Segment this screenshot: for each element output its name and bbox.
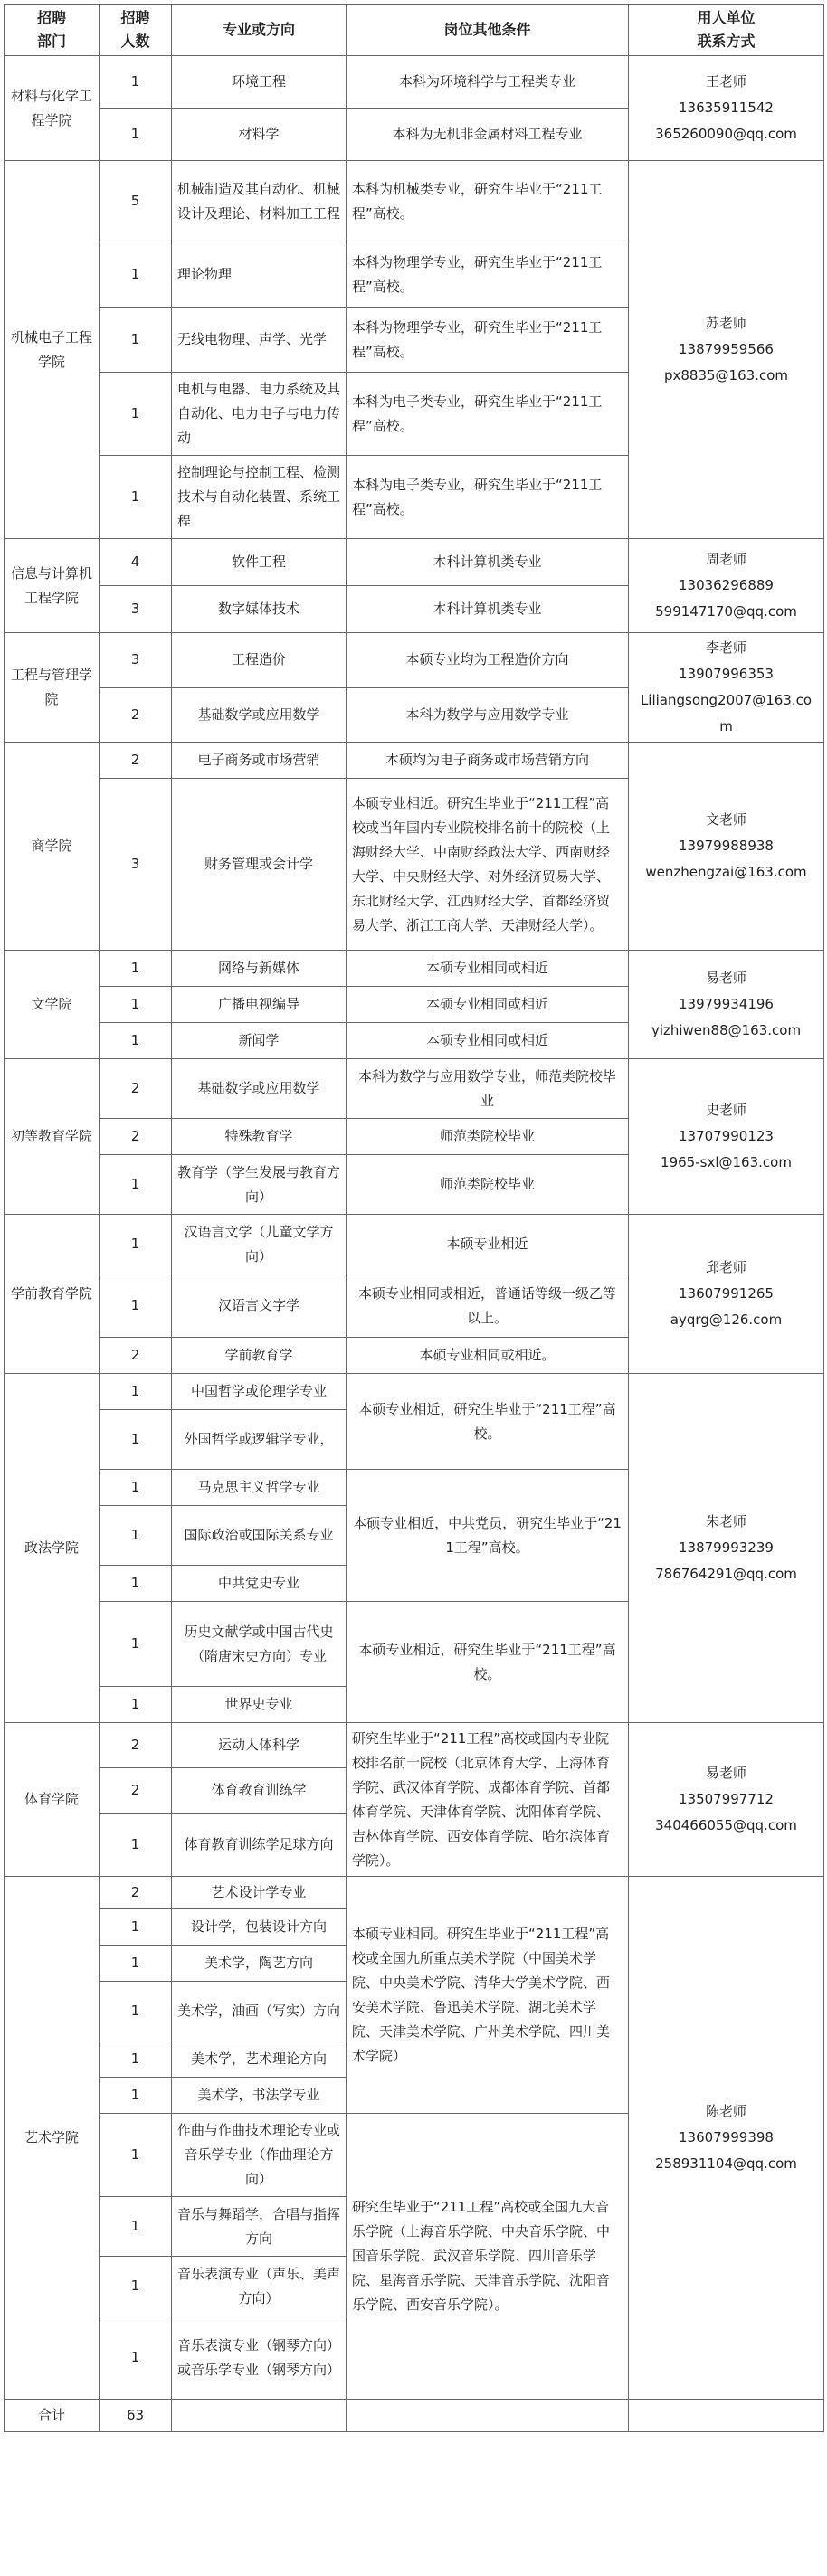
table-row xyxy=(5,1877,824,1909)
count-cell: 2 xyxy=(100,1723,172,1768)
count-cell: 1 xyxy=(100,242,172,308)
count-cell: 1 xyxy=(100,1155,172,1215)
dept-cell: 材料与化学工程学院 xyxy=(5,56,100,161)
condition-cell: 本硕专业相同或相近，普通话等级一级乙等以上。 xyxy=(347,1274,629,1338)
table-row xyxy=(5,633,824,688)
count-cell: 1 xyxy=(100,2114,172,2197)
count-cell: 1 xyxy=(100,1982,172,2041)
major-cell: 数字媒体技术 xyxy=(172,586,347,633)
empty-cell xyxy=(347,2400,629,2432)
empty-cell xyxy=(629,2400,824,2432)
empty-cell xyxy=(172,2400,347,2432)
contact-cell: 李老师 13907996353 Liliangsong2007@163.com xyxy=(629,633,824,743)
major-cell: 美术学，陶艺方向 xyxy=(172,1946,347,1982)
total-row xyxy=(5,2400,824,2432)
contact-cell: 史老师 13707990123 1965-sxl@163.com xyxy=(629,1059,824,1215)
table-row xyxy=(5,161,824,242)
major-cell: 财务管理或会计学 xyxy=(172,779,347,951)
table-row xyxy=(5,1374,824,1410)
contact-cell: 朱老师 13879993239 786764291@qq.com xyxy=(629,1374,824,1723)
major-cell: 世界史专业 xyxy=(172,1687,347,1723)
major-cell: 美术学，艺术理论方向 xyxy=(172,2041,347,2078)
major-cell: 汉语言文学（儿童文学方向） xyxy=(172,1215,347,1274)
count-cell: 1 xyxy=(100,56,172,109)
condition-cell: 本科为机械类专业，研究生毕业于“211工程”高校。 xyxy=(347,161,629,242)
header-count: 招聘 人数 xyxy=(100,5,172,56)
count-cell: 1 xyxy=(100,1506,172,1566)
condition-cell: 本硕专业相同或相近 xyxy=(347,987,629,1023)
contact-cell: 邱老师 13607991265 ayqrg@126.com xyxy=(629,1215,824,1374)
condition-cell: 本科为电子类专业，研究生毕业于“211工程”高校。 xyxy=(347,373,629,456)
header-major: 专业或方向 xyxy=(172,5,347,56)
dept-cell: 商学院 xyxy=(5,743,100,951)
major-cell: 音乐与舞蹈学，合唱与指挥方向 xyxy=(172,2197,347,2257)
major-cell: 设计学，包装设计方向 xyxy=(172,1909,347,1946)
count-cell: 1 xyxy=(100,1023,172,1059)
condition-cell: 本科为电子类专业，研究生毕业于“211工程”高校。 xyxy=(347,456,629,539)
major-cell: 外国哲学或逻辑学专业， xyxy=(172,1410,347,1470)
count-cell: 1 xyxy=(100,1602,172,1687)
count-cell: 1 xyxy=(100,987,172,1023)
major-cell: 中共党史专业 xyxy=(172,1566,347,1602)
major-cell: 基础数学或应用数学 xyxy=(172,687,347,743)
count-cell: 1 xyxy=(100,1410,172,1470)
major-cell: 国际政治或国际关系专业 xyxy=(172,1506,347,1566)
count-cell: 1 xyxy=(100,1814,172,1877)
major-cell: 广播电视编导 xyxy=(172,987,347,1023)
condition-cell: 本硕专业相同。研究生毕业于“211工程”高校或全国九所重点美术学院（中国美术学院、中央美术学院、清华大学美术学院、西安美术学院、鲁迅美术学院、湖北美术学院、天津美术学院、广州美术学院、四川美术学院） xyxy=(347,1877,629,2114)
condition-cell: 本硕专业均为工程造价方向 xyxy=(347,633,629,688)
major-cell: 体育教育训练学 xyxy=(172,1768,347,1814)
count-cell: 1 xyxy=(100,2078,172,2114)
major-cell: 中国哲学或伦理学专业 xyxy=(172,1374,347,1410)
condition-cell: 研究生毕业于“211工程”高校或全国九大音乐学院（上海音乐学院、中央音乐学院、中国音乐学院、武汉音乐学院、四川音乐学院、星海音乐学院、天津音乐学院、沈阳音乐学院、西安音乐学院）。 xyxy=(347,2114,629,2400)
condition-cell: 本科为物理学专业，研究生毕业于“211工程”高校。 xyxy=(347,308,629,373)
dept-cell: 艺术学院 xyxy=(5,1877,100,2400)
count-cell: 2 xyxy=(100,743,172,779)
table-row xyxy=(5,951,824,987)
major-cell: 新闻学 xyxy=(172,1023,347,1059)
total-count: 63 xyxy=(100,2400,172,2432)
total-label: 合计 xyxy=(5,2400,100,2432)
count-cell: 2 xyxy=(100,1877,172,1909)
table-row xyxy=(5,1059,824,1119)
contact-cell: 周老师 13036296889 599147170@qq.com xyxy=(629,539,824,633)
major-cell: 软件工程 xyxy=(172,539,347,586)
header-row xyxy=(5,5,824,56)
count-cell: 1 xyxy=(100,1909,172,1946)
count-cell: 1 xyxy=(100,1215,172,1274)
recruitment-table xyxy=(4,4,824,2432)
table-row xyxy=(5,539,824,586)
count-cell: 2 xyxy=(100,1059,172,1119)
condition-cell: 本硕专业相同或相近 xyxy=(347,1023,629,1059)
contact-cell: 易老师 13507997712 340466055@qq.com xyxy=(629,1723,824,1877)
condition-cell: 本硕专业相同或相近。 xyxy=(347,1338,629,1374)
major-cell: 特殊教育学 xyxy=(172,1119,347,1155)
contact-cell: 苏老师 13879959566 px8835@163.com xyxy=(629,161,824,539)
count-cell: 1 xyxy=(100,2197,172,2257)
count-cell: 1 xyxy=(100,2316,172,2400)
count-cell: 3 xyxy=(100,779,172,951)
dept-cell: 文学院 xyxy=(5,951,100,1059)
major-cell: 美术学，油画（写实）方向 xyxy=(172,1982,347,2041)
major-cell: 汉语言文字学 xyxy=(172,1274,347,1338)
major-cell: 基础数学或应用数学 xyxy=(172,1059,347,1119)
major-cell: 音乐表演专业（钢琴方向）或音乐学专业（钢琴方向） xyxy=(172,2316,347,2400)
condition-cell: 本科计算机类专业 xyxy=(347,539,629,586)
major-cell: 教育学（学生发展与教育方向） xyxy=(172,1155,347,1215)
count-cell: 1 xyxy=(100,456,172,539)
condition-cell: 本硕专业相近 xyxy=(347,1215,629,1274)
dept-cell: 工程与管理学院 xyxy=(5,633,100,743)
major-cell: 音乐表演专业（声乐、美声方向） xyxy=(172,2257,347,2316)
count-cell: 3 xyxy=(100,633,172,688)
condition-cell: 本硕专业相同或相近 xyxy=(347,951,629,987)
condition-cell: 本科为环境科学与工程类专业 xyxy=(347,56,629,109)
condition-cell: 本科为数学与应用数学专业，师范类院校毕业 xyxy=(347,1059,629,1119)
count-cell: 1 xyxy=(100,373,172,456)
header-contact: 用人单位 联系方式 xyxy=(629,5,824,56)
dept-cell: 机械电子工程学院 xyxy=(5,161,100,539)
major-cell: 机械制造及其自动化、机械设计及理论、材料加工工程 xyxy=(172,161,347,242)
header-dept: 招聘 部门 xyxy=(5,5,100,56)
major-cell: 电机与电器、电力系统及其自动化、电力电子与电力传动 xyxy=(172,373,347,456)
dept-cell: 学前教育学院 xyxy=(5,1215,100,1374)
count-cell: 1 xyxy=(100,1566,172,1602)
count-cell: 1 xyxy=(100,1687,172,1723)
condition-cell: 本硕专业相近，中共党员，研究生毕业于“211工程”高校。 xyxy=(347,1470,629,1602)
condition-cell: 本硕专业相近，研究生毕业于“211工程”高校。 xyxy=(347,1374,629,1470)
count-cell: 5 xyxy=(100,161,172,242)
condition-cell: 本科计算机类专业 xyxy=(347,586,629,633)
major-cell: 艺术设计学专业 xyxy=(172,1877,347,1909)
count-cell: 1 xyxy=(100,308,172,373)
count-cell: 1 xyxy=(100,951,172,987)
count-cell: 1 xyxy=(100,1470,172,1506)
count-cell: 1 xyxy=(100,2041,172,2078)
contact-cell: 陈老师 13607999398 258931104@qq.com xyxy=(629,1877,824,2400)
condition-cell: 本硕专业相近。研究生毕业于“211工程”高校或当年国内专业院校排名前十的院校（上海财经大学、中南财经政法大学、西南财经大学、中央财经大学、对外经济贸易大学、东北财经大学、江西财经大学、首都经济贸易大学、浙江工商大学、天津财经大学）。 xyxy=(347,779,629,951)
major-cell: 环境工程 xyxy=(172,56,347,109)
count-cell: 2 xyxy=(100,1768,172,1814)
major-cell: 控制理论与控制工程、检测技术与自动化装置、系统工程 xyxy=(172,456,347,539)
major-cell: 无线电物理、声学、光学 xyxy=(172,308,347,373)
dept-cell: 政法学院 xyxy=(5,1374,100,1723)
condition-cell: 本硕均为电子商务或市场营销方向 xyxy=(347,743,629,779)
count-cell: 4 xyxy=(100,539,172,586)
count-cell: 1 xyxy=(100,1274,172,1338)
condition-cell: 本硕专业相近，研究生毕业于“211工程”高校。 xyxy=(347,1602,629,1723)
condition-cell: 研究生毕业于“211工程”高校或国内专业院校排名前十院校（北京体育大学、上海体育学院、武汉体育学院、成都体育学院、首都体育学院、天津体育学院、沈阳体育学院、吉林体育学院、西安体育学院、哈尔滨体育学院）。 xyxy=(347,1723,629,1877)
dept-cell: 信息与计算机工程学院 xyxy=(5,539,100,633)
count-cell: 1 xyxy=(100,2257,172,2316)
dept-cell: 体育学院 xyxy=(5,1723,100,1877)
condition-cell: 本科为无机非金属材料工程专业 xyxy=(347,109,629,161)
major-cell: 体育教育训练学足球方向 xyxy=(172,1814,347,1877)
major-cell: 工程造价 xyxy=(172,633,347,688)
contact-cell: 文老师 13979988938 wenzhengzai@163.com xyxy=(629,743,824,951)
major-cell: 历史文献学或中国古代史（隋唐宋史方向）专业 xyxy=(172,1602,347,1687)
count-cell: 2 xyxy=(100,1338,172,1374)
count-cell: 1 xyxy=(100,1946,172,1982)
count-cell: 2 xyxy=(100,687,172,743)
major-cell: 学前教育学 xyxy=(172,1338,347,1374)
condition-cell: 本科为数学与应用数学专业 xyxy=(347,687,629,743)
condition-cell: 师范类院校毕业 xyxy=(347,1119,629,1155)
table-row xyxy=(5,1723,824,1768)
major-cell: 网络与新媒体 xyxy=(172,951,347,987)
condition-cell: 本科为物理学专业，研究生毕业于“211工程”高校。 xyxy=(347,242,629,308)
major-cell: 马克思主义哲学专业 xyxy=(172,1470,347,1506)
contact-cell: 王老师 13635911542 365260090@qq.com xyxy=(629,56,824,161)
major-cell: 作曲与作曲技术理论专业或音乐学专业（作曲理论方向） xyxy=(172,2114,347,2197)
count-cell: 2 xyxy=(100,1119,172,1155)
table-row xyxy=(5,743,824,779)
table-row xyxy=(5,1215,824,1274)
condition-cell: 师范类院校毕业 xyxy=(347,1155,629,1215)
major-cell: 材料学 xyxy=(172,109,347,161)
major-cell: 理论物理 xyxy=(172,242,347,308)
header-conditions: 岗位其他条件 xyxy=(347,5,629,56)
table-row xyxy=(5,56,824,109)
count-cell: 3 xyxy=(100,586,172,633)
major-cell: 运动人体科学 xyxy=(172,1723,347,1768)
dept-cell: 初等教育学院 xyxy=(5,1059,100,1215)
contact-cell: 易老师 13979934196 yizhiwen88@163.com xyxy=(629,951,824,1059)
count-cell: 1 xyxy=(100,109,172,161)
major-cell: 电子商务或市场营销 xyxy=(172,743,347,779)
major-cell: 美术学，书法学专业 xyxy=(172,2078,347,2114)
count-cell: 1 xyxy=(100,1374,172,1410)
